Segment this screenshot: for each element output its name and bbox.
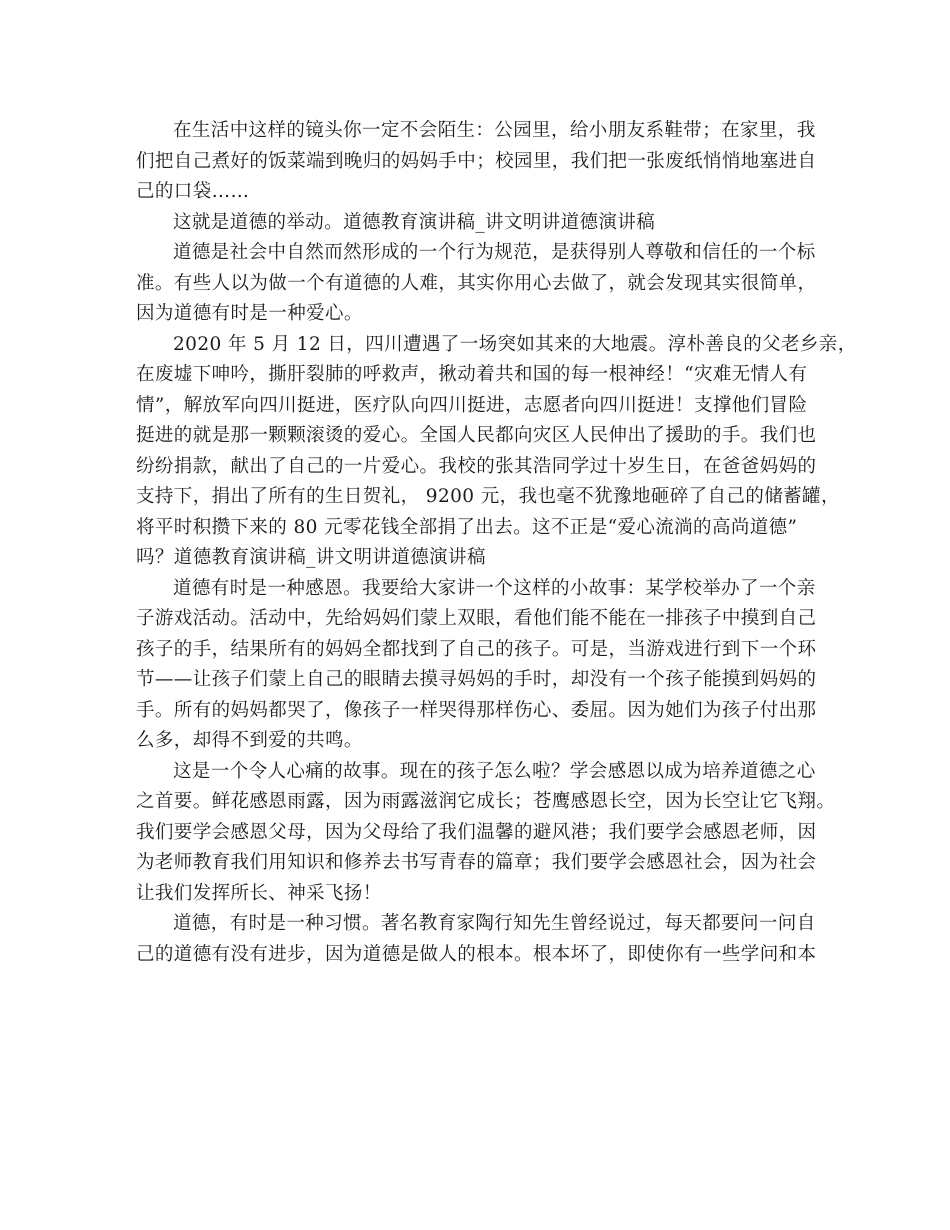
document-body bbox=[136, 116, 857, 970]
paragraph bbox=[136, 909, 826, 970]
paragraph bbox=[136, 330, 857, 574]
text-line: 子游戏活动。活动中，先给妈妈们蒙上双眼，看他们能不能在一排孩子中摸到自己 bbox=[136, 608, 817, 629]
text-line: 们把自己煮好的饭菜端到晚归的妈妈手中；校园里，我们把一张废纸悄悄地塞进自 bbox=[136, 150, 817, 172]
text-line: 为老师教育我们用知识和修养去书写青春的篇章；我们要学会感恩社会，因为社会 bbox=[136, 852, 817, 873]
paragraph bbox=[136, 238, 826, 330]
text-line: 么多，却得不到爱的共鸣。 bbox=[136, 730, 363, 751]
text-line: 己的道德有没有进步，因为道德是做人的根本。根本坏了，即使你有一些学问和本 bbox=[136, 943, 817, 965]
text-line: 己的口袋…… bbox=[136, 181, 250, 202]
text-line: 纷纷捐款，献出了自己的一片爱心。我校的张其浩同学过十岁生日，在爸爸妈妈的 bbox=[136, 455, 817, 477]
text-line: 吗？道德教育演讲稿_讲文明讲道德演讲稿 bbox=[136, 547, 486, 568]
text-line: 道德是社会中自然而然形成的一个行为规范，是获得别人尊敬和信任的一个标 bbox=[173, 242, 816, 263]
text-line: 之首要。鲜花感恩雨露，因为雨露滋润它成长；苍鹰感恩长空，因为长空让它飞翔。 bbox=[136, 791, 836, 812]
paragraph bbox=[136, 116, 826, 208]
paragraph bbox=[136, 208, 826, 239]
text-line: 挺进的就是那一颗颗滚烫的爱心。全国人民都向灾区人民伸出了援助的手。我们也 bbox=[136, 425, 817, 446]
text-line: 手。所有的妈妈都哭了，像孩子一样哭得那样伤心、委屈。因为她们为孩子付出那 bbox=[136, 699, 817, 721]
text-line: 2020 年 5 月 12 日，四川遭遇了一场突如其来的大地震。淳朴善良的父老乡亲， bbox=[173, 333, 857, 355]
text-line: 在废墟下呻吟，撕肝裂肺的呼救声，揪动着共和国的每一根神经！“灾难无情人有 bbox=[136, 364, 808, 385]
text-line: 准。有些人以为做一个有道德的人难，其实你用心去做了，就会发现其实很简单， bbox=[136, 272, 817, 294]
text-line: 道德有时是一种感恩。我要给大家讲一个这样的小故事：某学校举办了一个亲 bbox=[173, 577, 816, 599]
text-line: 支持下，捐出了所有的生日贺礼， 9200 元，我也毫不犹豫地砸碎了自己的储蓄罐， bbox=[136, 486, 840, 507]
text-line: 道德，有时是一种习惯。著名教育家陶行知先生曾经说过，每天都要问一问自 bbox=[173, 913, 816, 934]
text-line: 我们要学会感恩父母，因为父母给了我们温馨的避风港；我们要学会感恩老师，因 bbox=[136, 821, 817, 843]
text-line: 在生活中这样的镜头你一定不会陌生：公园里，给小朋友系鞋带；在家里，我 bbox=[173, 120, 816, 141]
text-line: 情”，解放军向四川挺进，医疗队向四川挺进，志愿者向四川挺进！支撑他们冒险 bbox=[136, 394, 808, 416]
paragraph bbox=[136, 574, 826, 757]
text-line: 因为道德有时是一种爱心。 bbox=[136, 303, 363, 324]
text-line: 孩子的手，结果所有的妈妈全都找到了自己的孩子。可是，当游戏进行到下一个环 bbox=[136, 638, 817, 660]
text-line: 将平时积攒下来的 80 元零花钱全部捐了出去。这不正是“爱心流淌的高尚道德” bbox=[136, 516, 798, 538]
paragraph bbox=[136, 757, 836, 910]
text-line: 这就是道德的举动。道德教育演讲稿_讲文明讲道德演讲稿 bbox=[173, 211, 656, 233]
text-line: 这是一个令人心痛的故事。现在的孩子怎么啦？学会感恩以成为培养道德之心 bbox=[173, 760, 816, 782]
text-line: 节——让孩子们蒙上自己的眼睛去摸寻妈妈的手时，却没有一个孩子能摸到妈妈的 bbox=[136, 669, 817, 690]
text-line: 让我们发挥所长、神采飞扬！ bbox=[136, 882, 382, 904]
